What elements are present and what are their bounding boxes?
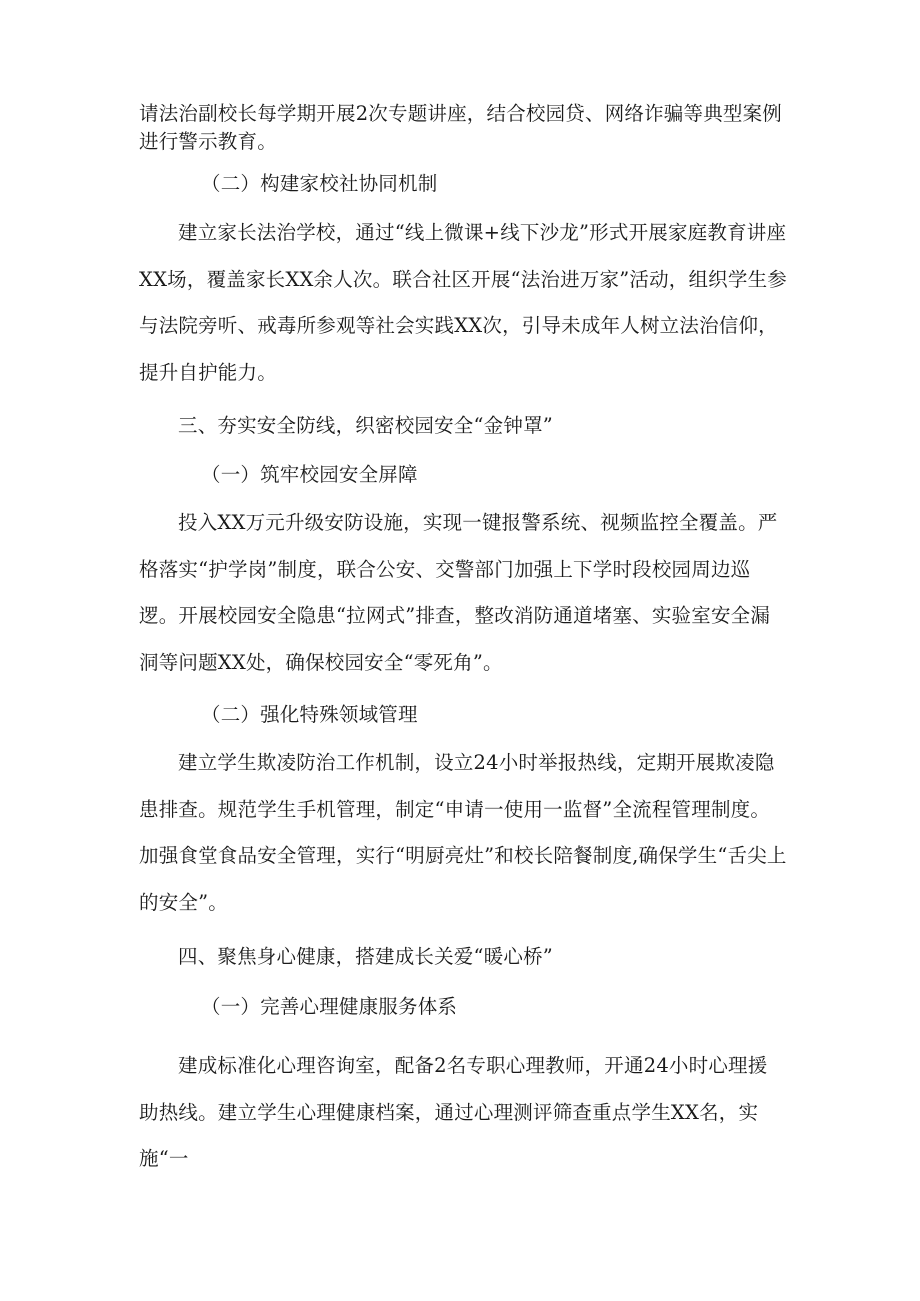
body-paragraph: 建成标准化心理咨询室，配备2名专职心理教师，开通24小时心理援助热线。建立学生心理健康档案，通过心理测评筛查重点学生XX名，实施“一 (139, 1054, 768, 1170)
section-subheading: （二）强化特殊领域管理 (201, 703, 418, 726)
body-paragraph: 建立家长法治学校，通过“线上微课+线下沙龙”形式开展家庭教育讲座XX场，覆盖家长XX余人次。联合社区开展“法治进万家”活动，组织学生参与法院旁听、戒毒所参观等社会实践XX次，引导未成年人树立法治信仰，提升自护能力。 (139, 221, 787, 384)
section-heading: 三、夯实安全防线，织密校园安全“金钟罩” (178, 414, 553, 437)
section-subheading: （一）筑牢校园安全屏障 (201, 463, 418, 486)
section-subheading: （一）完善心理健康服务体系 (201, 995, 458, 1018)
section-heading: 四、聚焦身心健康，搭建成长关爱“暖心桥” (178, 945, 553, 968)
section-subheading: （二）构建家校社协同机制 (201, 172, 438, 195)
body-paragraph: 建立学生欺凌防治工作机制，设立24小时举报热线，定期开展欺凌隐患排查。规范学生手机管理，制定“申请一使用一监督”全流程管理制度。加强食堂食品安全管理，实行“明厨亮灶”和校长陪餐制度,确保学生“舌尖上的安全”。 (139, 751, 787, 914)
body-paragraph: 投入XX万元升级安防设施，实现一键报警系统、视频监控全覆盖。严格落实“护学岗”制度，联合公安、交警部门加强上下学时段校园周边巡逻。开展校园安全隐患“拉网式”排查，整改消防通道堵塞、实验室安全漏洞等问题XX处，确保校园安全“零死角”。 (139, 511, 778, 674)
body-paragraph: 请法治副校长每学期开展2次专题讲座，结合校园贷、网络诈骗等典型案例进行警示教育。 (139, 102, 783, 153)
